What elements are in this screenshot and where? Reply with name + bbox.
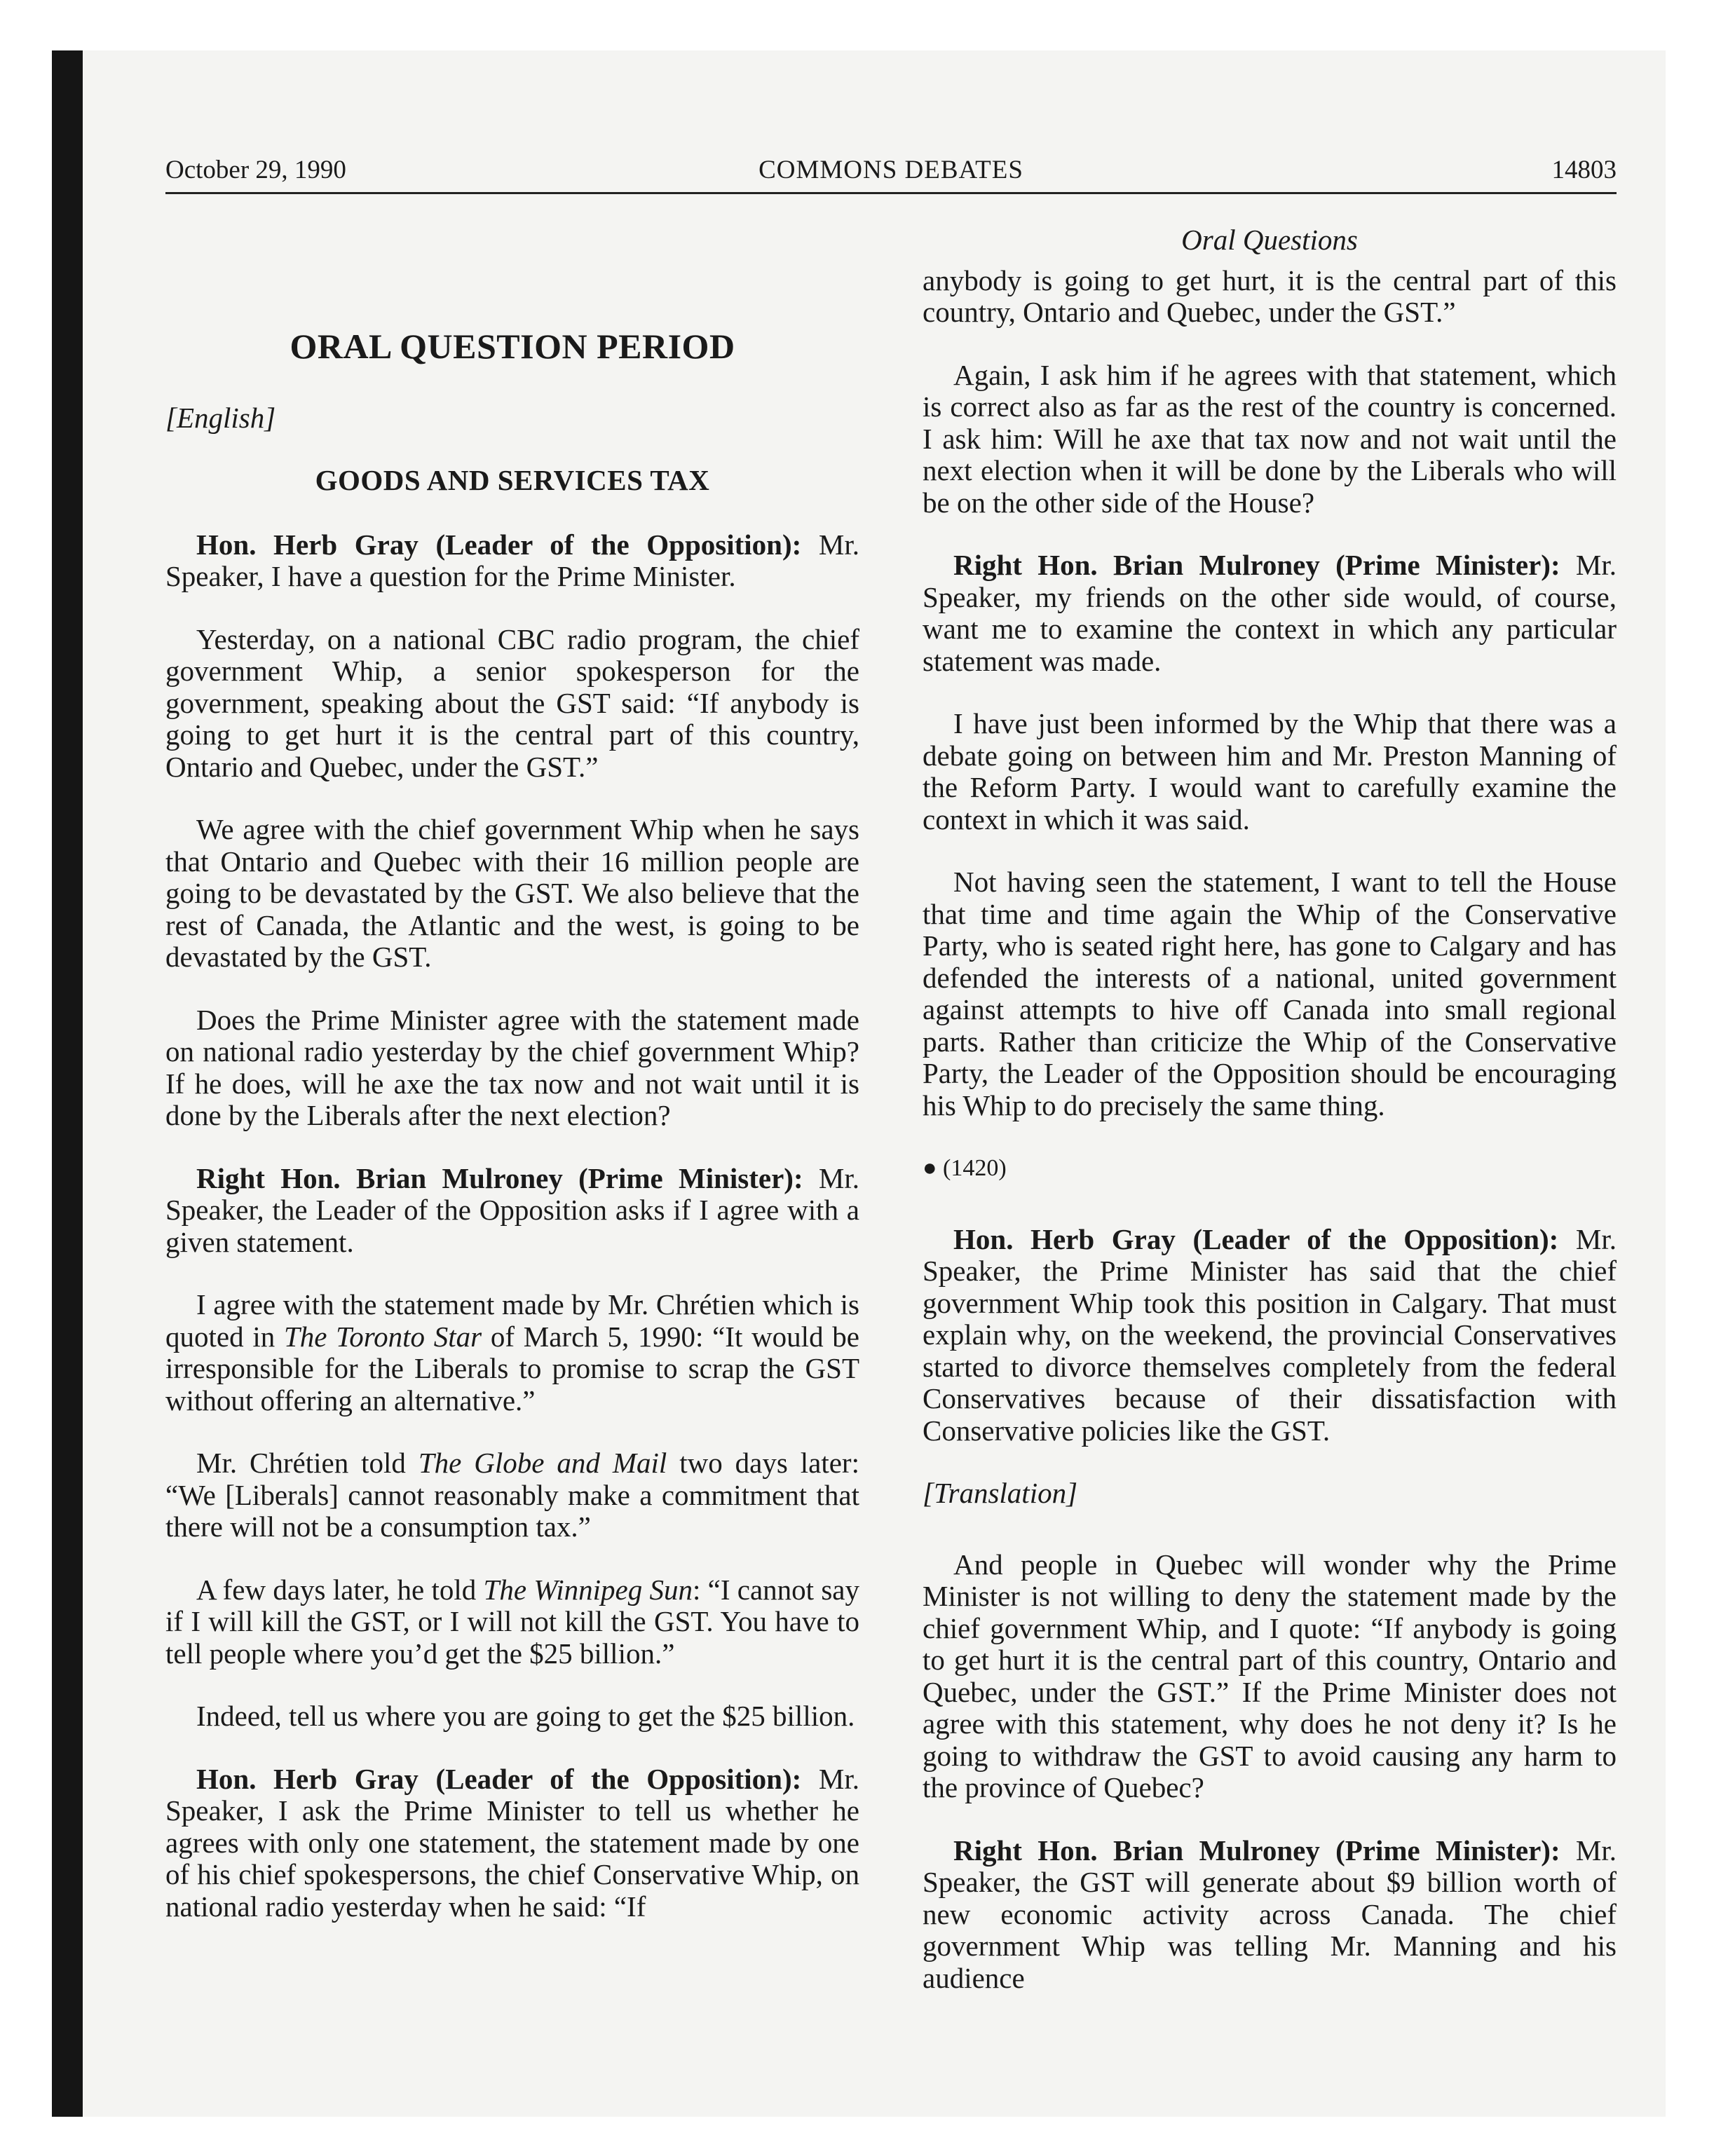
bullet-icon: ● [923, 1155, 937, 1181]
publication-title: The Winnipeg Sun [483, 1573, 693, 1606]
scan-edge-shadow [52, 50, 83, 2117]
speaker-name: Right Hon. Brian Mulroney (Prime Minister): [953, 1834, 1560, 1867]
subject-title: GOODS AND SERVICES TAX [315, 464, 710, 496]
header-date: October 29, 1990 [165, 156, 346, 184]
speaker-name: Hon. Herb Gray (Leader of the Opposition): [953, 1222, 1559, 1255]
publication-title: The Globe and Mail [418, 1447, 667, 1479]
running-head: Oral Questions [1181, 224, 1358, 256]
paragraph: Not having seen the statement, I want to tell the House that time and time again the Whip of the Conservative Party, who is seated right here, has gone to Calgary and has defended the interests of a national, united government against attempts to hive off Canada into small regional parts. Rather than criticize the Whip of the Conservative Party, the Leader of the Opposition should be encouraging his Whip to do precisely the same thing. [923, 866, 1617, 1121]
paragraph: And people in Quebec will wonder why the Prime Minister is not willing to deny the statement made by the chief government Whip, and I quote: “If anybody is going to get hurt it is the central part of this country, Ontario and Quebec, under the GST.” If the Prime Minister does not agree with this statement, why does he not deny it? Is he going to withdraw the GST to avoid causing any harm to the province of Quebec? [923, 1548, 1617, 1803]
speaker-name: Hon. Herb Gray (Leader of the Opposition): [196, 1762, 802, 1795]
page-header [165, 149, 1617, 194]
section-title: ORAL QUESTION PERIOD [290, 327, 735, 366]
paragraph: Right Hon. Brian Mulroney (Prime Minister): Mr. Speaker, my friends on the other side would, of course, want me to examine the context in which any particular statement was made. [923, 549, 1617, 677]
scanned-page [52, 50, 1666, 2117]
paragraph: Again, I ask him if he agrees with that statement, which is correct also as far as the rest of the country is concerned. I ask him: Will he axe that tax now and not wait until the next election when it will be done by the Liberals who will be on the other side of the House? [923, 358, 1617, 519]
publication-title: The Toronto Star [283, 1320, 482, 1353]
speaker-name: Right Hon. Brian Mulroney (Prime Minister): [953, 549, 1560, 581]
paragraph: I have just been informed by the Whip that there was a debate going on between him and Mr. Preston Manning of the Reform Party. I would want to carefully examine the context in which it was said. [923, 707, 1617, 835]
left-column [165, 226, 859, 1953]
paragraph: A few days later, he told The Winnipeg Sun: “I cannot say if I will kill the GST, or I will not kill the GST. You have to tell people where you’d get the $25 billion.” [165, 1573, 859, 1670]
header-publication: COMMONS DEBATES [758, 156, 1023, 184]
right-column [923, 224, 1617, 2025]
paragraph: Right Hon. Brian Mulroney (Prime Minister): Mr. Speaker, the GST will generate about $9 billion worth of new economic activity across Canada. The chief government Whip was telling Mr. Manning and his audience [923, 1834, 1617, 1994]
paragraph: Indeed, tell us where you are going to get the $25 billion. [196, 1700, 855, 1732]
paragraph-continuation: anybody is going to get hurt, it is the central part of this country, Ontario and Quebec, under the GST.” [923, 264, 1617, 328]
paragraph: Hon. Herb Gray (Leader of the Opposition): Mr. Speaker, the Prime Minister has said that the chief government Whip took this position in Calgary. That must explain why, on the weekend, the provincial Conservatives started to divorce themselves completely from the federal Conservatives because of their dissatisfaction with Conservative policies like the GST. [923, 1222, 1617, 1447]
language-tag-english: [English] [165, 401, 276, 434]
header-page-number: 14803 [1551, 156, 1617, 184]
paragraph: Hon. Herb Gray (Leader of the Opposition): Mr. Speaker, I ask the Prime Minister to tell us whether he agrees with only one statement, the statement made by one of his chief spokespersons, the chief Conservative Whip, on national radio yesterday when he said: “If [165, 1762, 860, 1923]
paragraph: Mr. Chrétien told The Globe and Mail two days later: “We [Liberals] cannot reasonably make a commitment that there will not be a consumption tax.” [165, 1447, 859, 1543]
time-marker: ● (1420) [923, 1155, 1007, 1181]
language-tag-translation: [Translation] [923, 1477, 1078, 1509]
paragraph: Does the Prime Minister agree with the statement made on national radio yesterday by the chief government Whip? If he does, will he axe the tax now and not wait until it is done by the Liberals after the next election? [165, 1003, 859, 1131]
speaker-name: Hon. Herb Gray (Leader of the Opposition): [196, 528, 802, 561]
paragraph: Hon. Herb Gray (Leader of the Opposition): Mr. Speaker, I have a question for the Prime Minister. [165, 528, 860, 592]
paragraph: Yesterday, on a national CBC radio program, the chief government Whip, a senior spokesperson for the government, speaking about the GST said: “If anybody is going to get hurt it is the central part of this country, Ontario and Quebec, under the GST.” [165, 622, 859, 783]
paragraph: I agree with the statement made by Mr. Chrétien which is quoted in The Toronto Star of March 5, 1990: “It would be irresponsible for the Liberals to promise to scrap the GST without offering an alternative.” [165, 1288, 860, 1417]
paragraph: Right Hon. Brian Mulroney (Prime Minister): Mr. Speaker, the Leader of the Opposition asks if I agree with a given statement. [165, 1161, 859, 1258]
speaker-name: Right Hon. Brian Mulroney (Prime Minister): [196, 1161, 803, 1194]
paragraph: We agree with the chief government Whip when he says that Ontario and Quebec with their 16 million people are going to be devastated by the GST. We also believe that the rest of Canada, the Atlantic and the west, is going to be devastated by the GST. [165, 813, 859, 973]
